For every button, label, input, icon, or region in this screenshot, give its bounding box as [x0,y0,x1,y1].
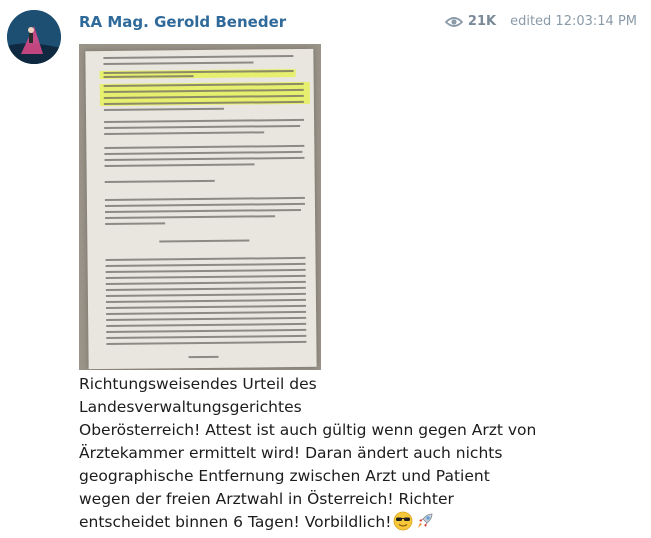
channel-avatar[interactable] [7,10,61,64]
caption-line: wegen der freien Arztwahl in Österreich! Richter [79,490,454,508]
message-meta [445,14,637,29]
court-document-page [85,49,316,369]
rocket-icon [415,511,435,538]
caption-line: Oberösterreich! Attest ist auch gültig wenn gegen Arzt von [79,421,537,439]
view-count [445,14,496,29]
caption-line: Richtungsweisendes Urteil des Landesverwaltungsgerichtes [79,375,317,416]
document-photo[interactable] [79,44,321,370]
edited-timestamp: edited 12:03:14 PM [510,14,637,29]
message-caption [79,373,539,538]
caption-line: geographische Entfernung zwischen Arzt und Patient [79,467,490,485]
sunglasses-face-icon [393,511,413,538]
sender-name[interactable]: RA Mag. Gerold Beneder [79,13,287,31]
caption-last-line [79,511,539,538]
caption-line: Ärztekammer ermittelt wird! Daran ändert auch nichts [79,444,503,462]
view-count-text: 21K [467,14,497,29]
eye-icon [445,16,463,28]
caption-line: entscheidet binnen 6 Tagen! Vorbildlich! [79,513,392,531]
